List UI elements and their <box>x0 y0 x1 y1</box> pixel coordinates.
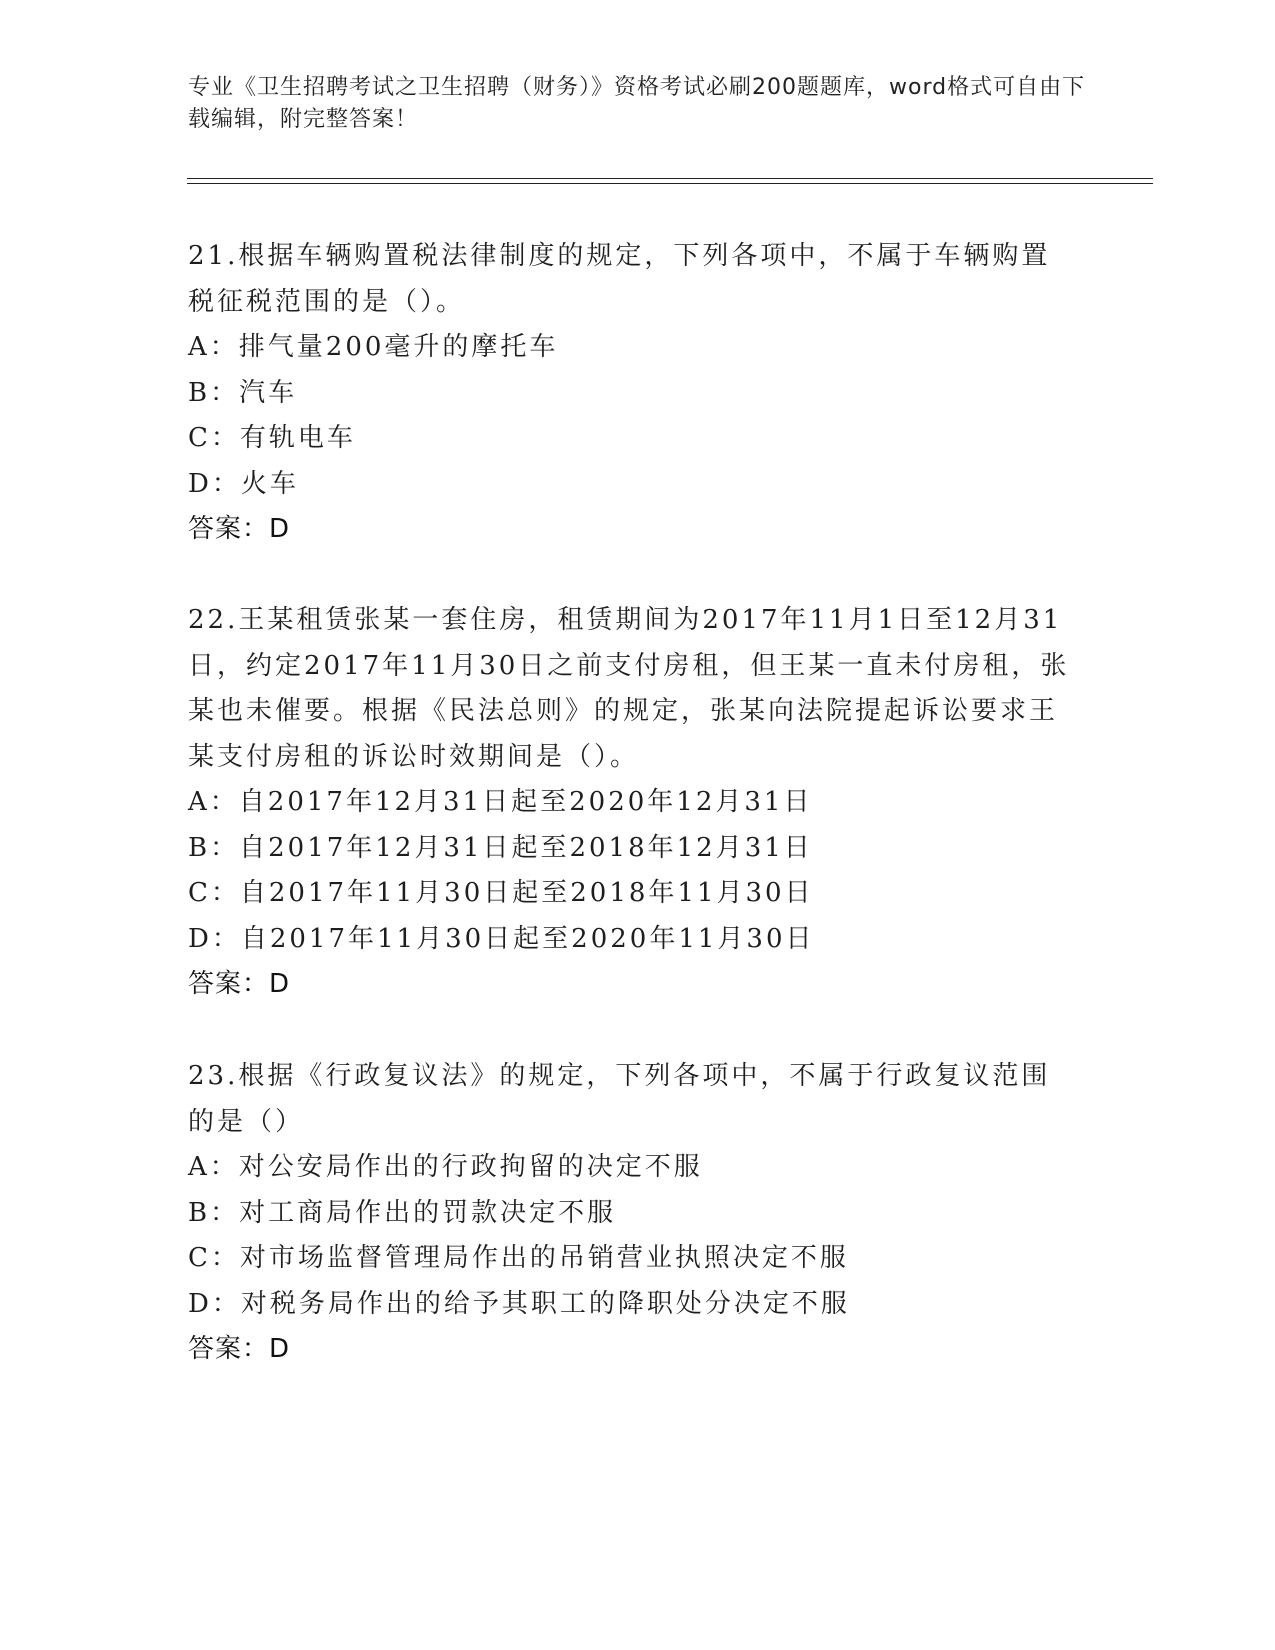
option-d: D：火车 <box>188 468 299 499</box>
option-c: C：对市场监督管理局作出的吊销营业执照决定不服 <box>188 1243 849 1273</box>
header-divider-line <box>187 178 1153 179</box>
question-21 <box>188 234 1078 553</box>
question-22 <box>188 598 1078 1008</box>
header-divider-line-second <box>187 183 1153 184</box>
option-c: C：有轨电车 <box>188 423 356 453</box>
option-c: C：自2017年11月30日起至2018年11月30日 <box>188 878 814 908</box>
document-header: 专业《卫生招聘考试之卫生招聘（财务）》资格考试必刷200题题库，word格式可自由下载编辑，附完整答案！ <box>188 75 1086 132</box>
question-stem: 21.根据车辆购置税法律制度的规定，下列各项中，不属于车辆购置税征税范围的是（）。 <box>188 241 1051 317</box>
question-stem: 22.王某租赁张某一套住房，租赁期间为2017年11月1日至12月31日，约定2017年11月30日之前支付房租，但王某一直未付房租，张某也未催要。根据《民法总则》的规定，张某向法院提起诉讼要求王某支付房租的诉讼时效期间是（）。 <box>188 605 1070 772</box>
option-a: A：自2017年12月31日起至2020年12月31日 <box>188 787 813 817</box>
answer-line: 答案：D <box>188 969 291 999</box>
option-b: B：汽车 <box>188 377 298 408</box>
option-d: D：对税务局作出的给予其职工的降职处分决定不服 <box>188 1288 850 1319</box>
answer-line: 答案：D <box>188 514 291 544</box>
question-stem: 23.根据《行政复议法》的规定，下列各项中，不属于行政复议范围的是（） <box>188 1061 1051 1137</box>
option-a: A：排气量200毫升的摩托车 <box>188 332 559 362</box>
option-b: B：对工商局作出的罚款决定不服 <box>188 1197 617 1228</box>
option-b: B：自2017年12月31日起至2018年12月31日 <box>188 832 813 863</box>
option-d: D：自2017年11月30日起至2020年11月30日 <box>188 923 815 954</box>
question-23 <box>188 1054 1078 1373</box>
answer-line: 答案：D <box>188 1334 291 1364</box>
option-a: A：对公安局作出的行政拘留的决定不服 <box>188 1152 703 1182</box>
